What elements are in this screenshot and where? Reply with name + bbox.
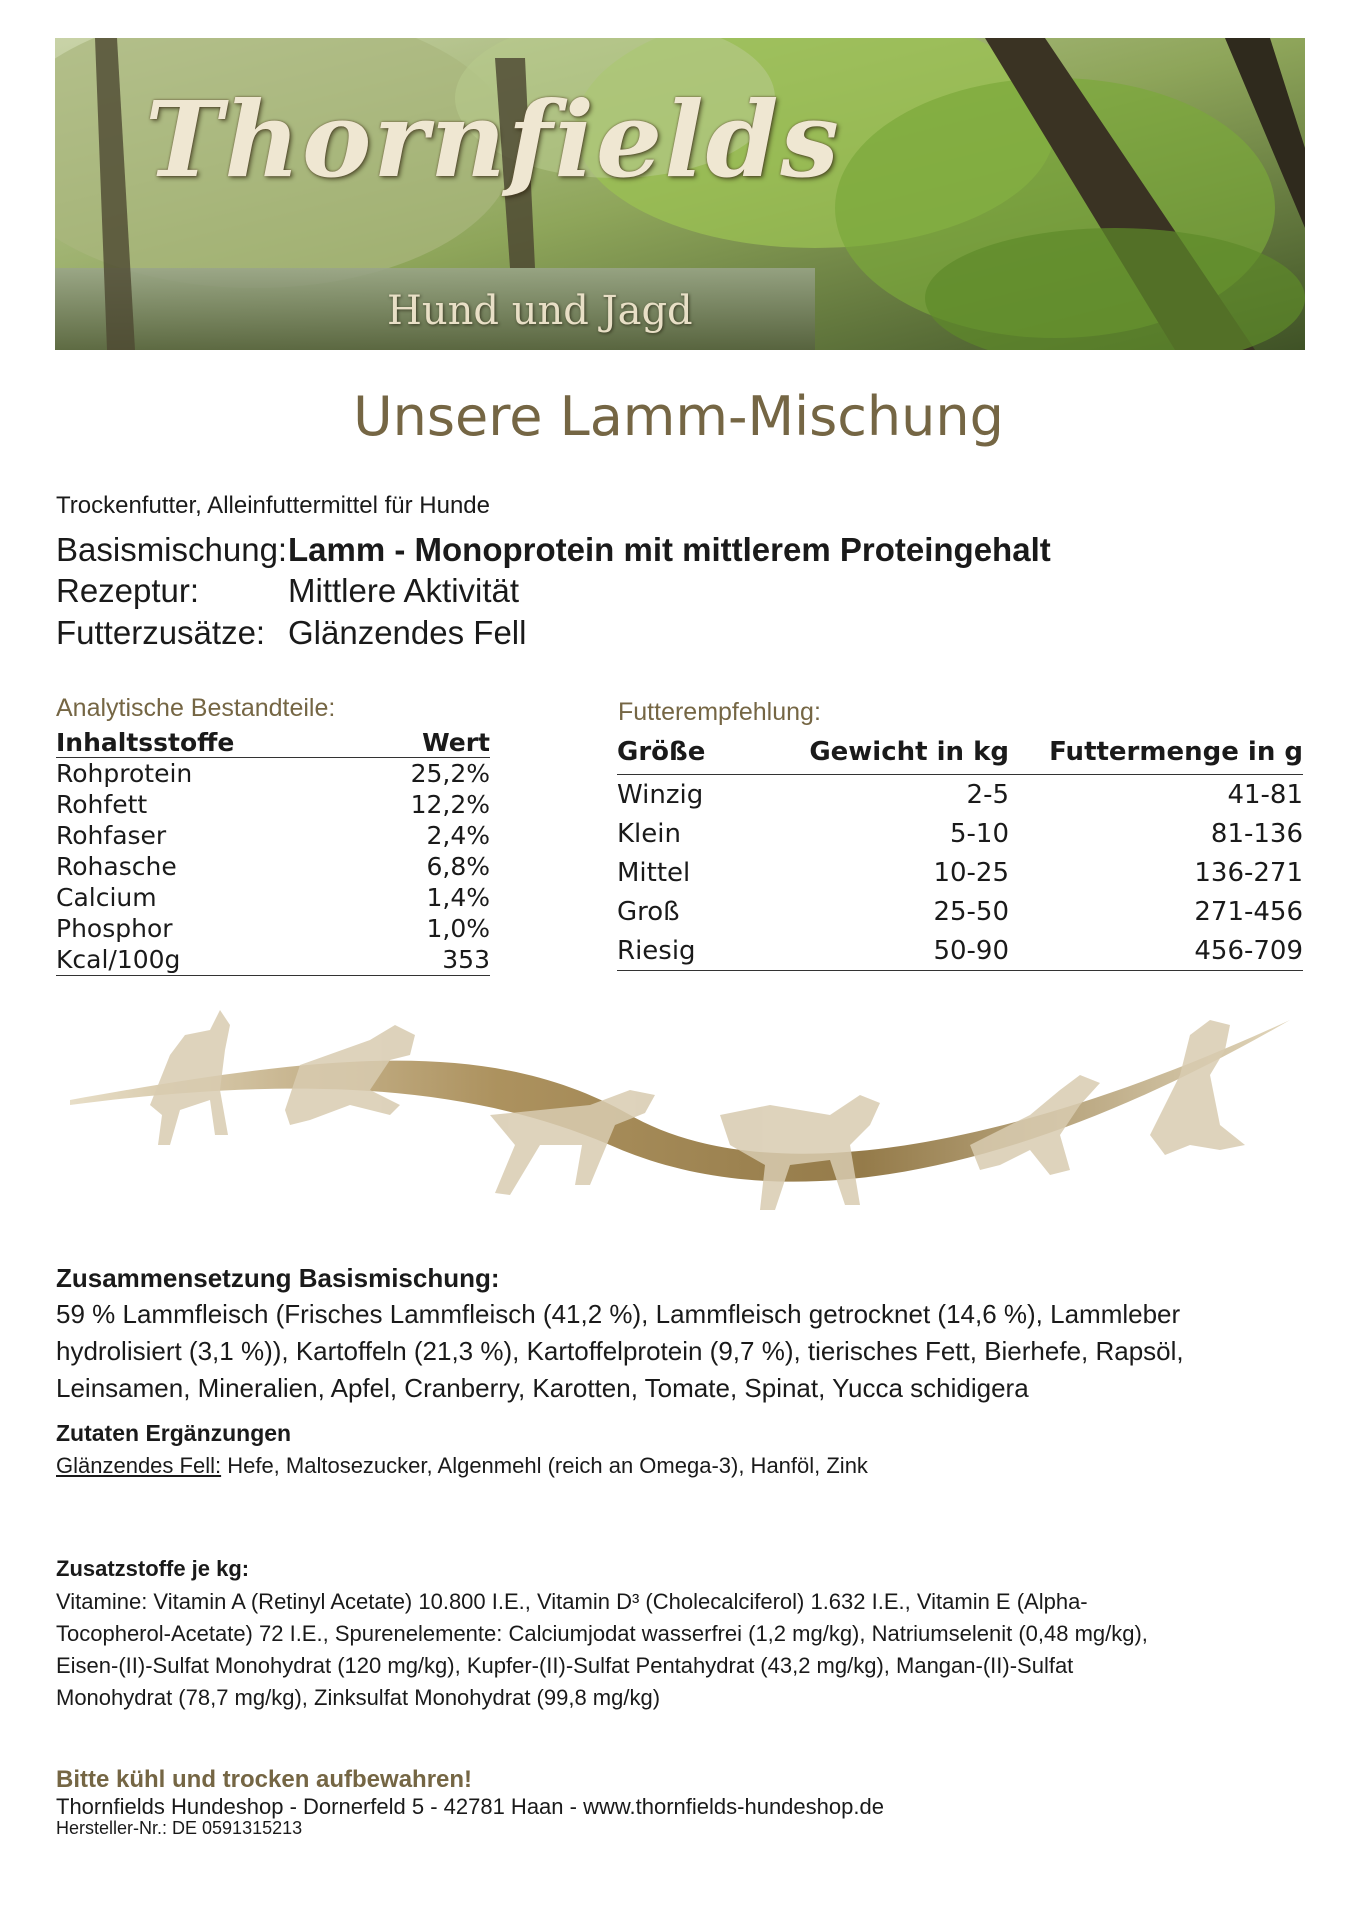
additives-line-4: Monohydrat (78,7 mg/kg), Zinksulfat Monohydrat (99,8 mg/kg) bbox=[56, 1685, 661, 1710]
feeding-amount: 271-456 bbox=[1194, 896, 1303, 927]
composition-line-3: Leinsamen, Mineralien, Apfel, Cranberry, Karotten, Tomate, Spinat, Yucca schidigera bbox=[56, 1373, 1029, 1403]
analytic-value: 1,4% bbox=[426, 883, 490, 912]
dog-silhouette-icon bbox=[150, 1010, 230, 1145]
contact-line: Thornfields Hundeshop - Dornerfeld 5 - 42781 Haan - www.thornfields-hundeshop.de bbox=[56, 1794, 884, 1819]
table-row bbox=[56, 789, 490, 820]
analytic-header-name: Inhaltsstoffe bbox=[56, 727, 356, 758]
feeding-size: Mittel bbox=[617, 857, 691, 888]
feeding-weight: 50-90 bbox=[787, 931, 1009, 971]
feeding-amount: 41-81 bbox=[1227, 779, 1303, 810]
spec-recipe-row bbox=[56, 572, 519, 610]
feeding-size: Groß bbox=[617, 896, 680, 927]
supplements-line bbox=[56, 1450, 868, 1482]
feeding-header-size: Größe bbox=[617, 736, 787, 775]
table-row bbox=[56, 882, 490, 913]
dog-silhouette-icon bbox=[970, 1075, 1100, 1175]
brand-subtitle: Hund und Jagd bbox=[387, 288, 693, 334]
feeding-weight: 2-5 bbox=[966, 779, 1009, 810]
brand-logo: Thornfields bbox=[145, 78, 841, 201]
spec-recipe-value: Mittlere Aktivität bbox=[288, 572, 520, 609]
analytic-value: 1,0% bbox=[426, 914, 490, 943]
analytic-value: 25,2% bbox=[410, 759, 490, 788]
feeding-caption: Futterempfehlung: bbox=[618, 698, 821, 726]
spec-additives-row bbox=[56, 614, 526, 652]
table-row bbox=[56, 944, 490, 976]
analytic-name: Rohfaser bbox=[56, 821, 167, 850]
feeding-size: Klein bbox=[617, 818, 681, 849]
supplements-label: Glänzendes Fell: bbox=[56, 1453, 222, 1478]
spec-additives-value: Glänzendes Fell bbox=[288, 614, 527, 651]
analytic-value: 6,8% bbox=[426, 852, 490, 881]
table-row bbox=[617, 814, 1303, 853]
feeding-amount: 136-271 bbox=[1194, 857, 1303, 888]
spec-base-value: Lamm - Monoprotein mit mittlerem Proteingehalt bbox=[288, 531, 1051, 568]
table-row bbox=[56, 758, 490, 790]
additives-line-3: Eisen-(II)-Sulfat Monohydrat (120 mg/kg), Kupfer-(II)-Sulfat Pentahydrat (43,2 mg/kg), Mangan-(II)-Sulfat bbox=[56, 1653, 1074, 1678]
spec-recipe-label: Rezeptur: bbox=[56, 572, 200, 609]
analytic-value: 353 bbox=[356, 944, 490, 976]
dog-silhouette-icon bbox=[1150, 1020, 1245, 1155]
analytic-value: 12,2% bbox=[410, 790, 490, 819]
spec-base-row bbox=[56, 531, 1051, 569]
page-title: Unsere Lamm-Mischung bbox=[353, 385, 1004, 448]
analytic-name: Phosphor bbox=[56, 914, 173, 943]
analytic-name: Calcium bbox=[56, 883, 157, 912]
analytic-table bbox=[56, 727, 490, 976]
manufacturer-number: Hersteller-Nr.: DE 0591315213 bbox=[56, 1818, 303, 1838]
analytic-name: Kcal/100g bbox=[56, 944, 356, 976]
feeding-amount: 456-709 bbox=[1009, 931, 1303, 971]
table-row bbox=[56, 851, 490, 882]
table-row bbox=[56, 913, 490, 944]
analytic-name: Rohasche bbox=[56, 852, 177, 881]
table-row bbox=[617, 775, 1303, 815]
supplements-heading: Zutaten Ergänzungen bbox=[56, 1420, 292, 1446]
analytic-name: Rohfett bbox=[56, 790, 148, 819]
header-banner bbox=[55, 38, 1305, 350]
composition-line-2: hydrolisiert (3,1 %)), Kartoffeln (21,3 %), Kartoffelprotein (9,7 %), tierisches Fett, Bierhefe, Rapsöl, bbox=[56, 1336, 1184, 1366]
feeding-size: Winzig bbox=[617, 779, 704, 810]
feeding-header-weight: Gewicht in kg bbox=[787, 736, 1009, 775]
additives-line-2: Tocopherol-Acetate) 72 I.E., Spurenelemente: Calciumjodat wasserfrei (1,2 mg/kg), Natriumselenit (0,48 mg/kg), bbox=[56, 1621, 1148, 1646]
table-row bbox=[617, 853, 1303, 892]
feeding-weight: 5-10 bbox=[949, 818, 1009, 849]
table-row bbox=[617, 892, 1303, 931]
feeding-amount: 81-136 bbox=[1210, 818, 1303, 849]
analytic-value: 2,4% bbox=[426, 821, 490, 850]
table-row bbox=[56, 820, 490, 851]
additives-line-1: Vitamine: Vitamin A (Retinyl Acetate) 10.800 I.E., Vitamin D³ (Cholecalciferol) 1.632 I.E., Vitamin E (Alpha- bbox=[56, 1589, 1088, 1614]
product-type: Trockenfutter, Alleinfuttermittel für Hunde bbox=[56, 492, 490, 519]
storage-note: Bitte kühl und trocken aufbewahren! bbox=[56, 1766, 473, 1793]
additives-heading: Zusatzstoffe je kg: bbox=[56, 1556, 250, 1581]
spec-additives-label: Futterzusätze: bbox=[56, 614, 266, 651]
feeding-table bbox=[617, 736, 1303, 971]
feeding-size: Riesig bbox=[617, 931, 787, 971]
feeding-header-amount: Futtermenge in g bbox=[1009, 736, 1303, 775]
table-row bbox=[617, 931, 1303, 971]
feeding-weight: 10-25 bbox=[933, 857, 1009, 888]
analytic-name: Rohprotein bbox=[56, 759, 193, 788]
running-dogs-illustration bbox=[70, 995, 1290, 1225]
composition-heading: Zusammensetzung Basismischung: bbox=[56, 1263, 500, 1293]
analytic-header-value: Wert bbox=[356, 727, 490, 758]
composition-line-1: 59 % Lammfleisch (Frisches Lammfleisch (41,2 %), Lammfleisch getrocknet (14,6 %), Lammleber bbox=[56, 1299, 1181, 1329]
spec-base-label: Basismischung: bbox=[56, 531, 288, 568]
supplements-text: Hefe, Maltosezucker, Algenmehl (reich an Omega-3), Hanföl, Zink bbox=[221, 1453, 868, 1478]
feeding-weight: 25-50 bbox=[933, 896, 1009, 927]
analytic-caption: Analytische Bestandteile: bbox=[56, 694, 336, 722]
